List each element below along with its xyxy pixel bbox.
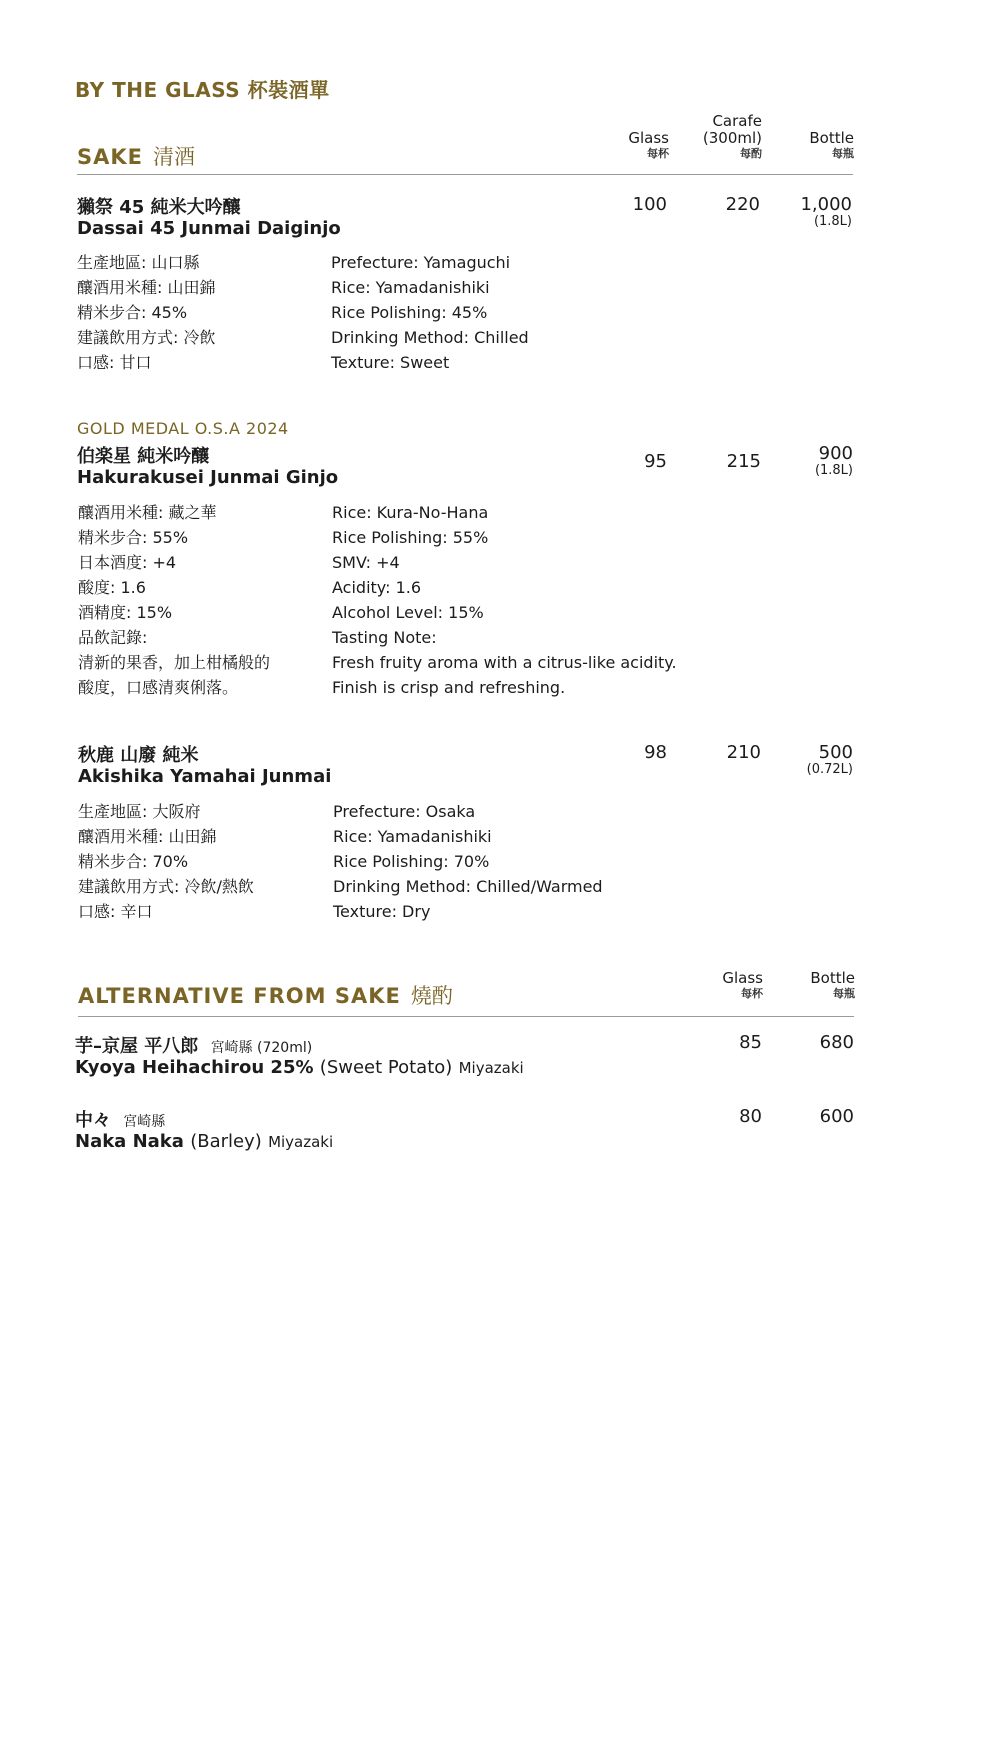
price-bottle: 600	[819, 1106, 854, 1127]
detail-line-en: Rice: Kura-No-Hana	[332, 503, 489, 522]
bottle-volume: (1.8L)	[814, 463, 853, 478]
col-header-bottle-en: Bottle	[810, 969, 855, 987]
detail-line-zh: 口感: 辛口	[78, 902, 153, 921]
detail-line-zh: 建議飲用方式: 冷飲	[77, 328, 216, 347]
detail-line-en: SMV: +4	[332, 553, 400, 572]
sake-title-zh: 清酒	[153, 145, 195, 169]
detail-line-zh: 口感: 甘口	[77, 353, 152, 372]
col-header-bottle-zh: 每瓶	[832, 147, 854, 160]
details-en	[331, 250, 529, 375]
item-name-en: Akishika Yamahai Junmai	[78, 766, 332, 787]
detail-line-zh: 酸度，口感清爽俐落。	[78, 678, 239, 697]
item-name-zh	[75, 1032, 312, 1058]
detail-line-en: Texture: Dry	[333, 902, 431, 921]
detail-line-zh: 酸度: 1.6	[78, 578, 146, 597]
item-type: (Barley)	[190, 1131, 262, 1152]
detail-line-zh: 生產地區: 大阪府	[78, 802, 201, 821]
price-carafe: 215	[726, 451, 761, 472]
detail-line-zh: 精米步合: 70%	[78, 852, 189, 871]
col-header-carafe	[692, 113, 762, 161]
item-region: Miyazaki	[268, 1133, 334, 1151]
details-en	[332, 500, 677, 700]
item-name-zh-text: 中々	[75, 1110, 111, 1131]
detail-line-zh: 生產地區: 山口縣	[77, 253, 200, 272]
detail-line-en: Prefecture: Osaka	[333, 802, 476, 821]
item-name-zh: 伯楽星 純米吟釀	[77, 446, 210, 467]
price-bottle: 500	[818, 742, 853, 763]
detail-line-zh: 釀酒用米種: 山田錦	[77, 278, 216, 297]
detail-line-en: Rice: Yamadanishiki	[333, 827, 492, 846]
col-header-glass	[722, 970, 763, 1001]
detail-line-en: Rice Polishing: 55%	[332, 528, 489, 547]
price-glass: 98	[644, 742, 667, 763]
price-glass: 100	[632, 194, 667, 215]
detail-line-zh: 精米步合: 55%	[78, 528, 189, 547]
section-divider	[78, 1016, 854, 1017]
item-name-en	[75, 1057, 524, 1078]
detail-line-zh: 建議飲用方式: 冷飲/熱飲	[78, 877, 254, 896]
details-en	[333, 799, 603, 924]
item-region: Miyazaki	[458, 1059, 524, 1077]
price-carafe: 220	[725, 194, 760, 215]
price-bottle: 680	[819, 1032, 854, 1053]
alternative-section-title	[78, 980, 453, 1010]
detail-line-zh: 清新的果香，加上柑橘般的	[78, 653, 271, 672]
item-name-zh: 秋鹿 山廢 純米	[78, 745, 199, 766]
item-origin-note: 宮崎縣	[123, 1114, 166, 1130]
detail-line-en: Alcohol Level: 15%	[332, 603, 484, 622]
details-zh	[77, 250, 215, 375]
col-header-bottle	[810, 970, 855, 1001]
item-name-en: Dassai 45 Junmai Daiginjo	[77, 218, 341, 239]
price-bottle: 1,000	[800, 194, 852, 215]
item-name-zh-text: 芋–京屋 平八郎	[75, 1036, 199, 1057]
detail-line-zh: 釀酒用米種: 山田錦	[78, 827, 217, 846]
award-badge: GOLD MEDAL O.S.A 2024	[77, 419, 289, 438]
detail-line-en: Prefecture: Yamaguchi	[331, 253, 511, 272]
section-divider	[77, 174, 853, 175]
detail-line-zh: 酒精度: 15%	[78, 603, 173, 622]
detail-line-en: Tasting Note:	[332, 628, 437, 647]
details-zh	[78, 500, 270, 700]
item-name-en-text: Kyoya Heihachirou 25%	[75, 1057, 314, 1078]
item-name-zh: 獺祭 45 純米大吟釀	[77, 197, 241, 218]
bottle-volume: (1.8L)	[813, 214, 852, 229]
detail-line-zh: 品飲記錄:	[78, 628, 148, 647]
bottle-volume: (0.72L)	[806, 762, 853, 777]
detail-line-en: Rice: Yamadanishiki	[331, 278, 490, 297]
col-header-carafe-en: Carafe (300ml)	[702, 112, 762, 147]
detail-line-zh: 日本酒度: +4	[78, 553, 177, 572]
alt-title-en: ALTERNATIVE FROM SAKE	[78, 984, 401, 1008]
col-header-carafe-zh: 每酌	[740, 147, 762, 160]
price-glass: 95	[644, 451, 667, 472]
price-glass: 85	[739, 1032, 762, 1053]
col-header-glass-zh: 每杯	[647, 147, 669, 160]
price-carafe: 210	[726, 742, 761, 763]
detail-line-en: Rice Polishing: 45%	[331, 303, 488, 322]
col-header-glass-zh: 每杯	[741, 987, 763, 1000]
detail-line-en: Finish is crisp and refreshing.	[332, 678, 566, 697]
item-name-en	[75, 1131, 333, 1152]
sake-section-title	[77, 141, 195, 171]
page-title: BY THE GLASS 杯裝酒單	[75, 78, 330, 102]
item-name-zh	[75, 1106, 165, 1132]
detail-line-en: Acidity: 1.6	[332, 578, 422, 597]
item-name-en: Hakurakusei Junmai Ginjo	[77, 467, 339, 488]
detail-line-en: Fresh fruity aroma with a citrus-like acidity.	[332, 653, 677, 672]
detail-line-en: Rice Polishing: 70%	[333, 852, 490, 871]
col-header-bottle-zh: 每瓶	[833, 987, 855, 1000]
item-origin-note: 宮崎縣 (720ml)	[210, 1040, 313, 1056]
price-bottle: 900	[818, 443, 853, 464]
detail-line-en: Texture: Sweet	[331, 353, 450, 372]
col-header-glass-en: Glass	[628, 129, 669, 147]
item-type: (Sweet Potato)	[319, 1057, 453, 1078]
details-zh	[78, 799, 254, 924]
price-glass: 80	[739, 1106, 762, 1127]
detail-line-zh: 釀酒用米種: 藏之華	[78, 503, 217, 522]
detail-line-en: Drinking Method: Chilled/Warmed	[333, 877, 603, 896]
col-header-bottle	[809, 130, 854, 161]
detail-line-zh: 精米步合: 45%	[77, 303, 188, 322]
detail-line-en: Drinking Method: Chilled	[331, 328, 529, 347]
col-header-glass	[628, 130, 669, 161]
item-name-en-text: Naka Naka	[75, 1131, 184, 1152]
alt-title-zh: 燒酌	[410, 984, 453, 1008]
sake-title-en: SAKE	[77, 145, 143, 169]
col-header-bottle-en: Bottle	[809, 129, 854, 147]
col-header-glass-en: Glass	[722, 969, 763, 987]
